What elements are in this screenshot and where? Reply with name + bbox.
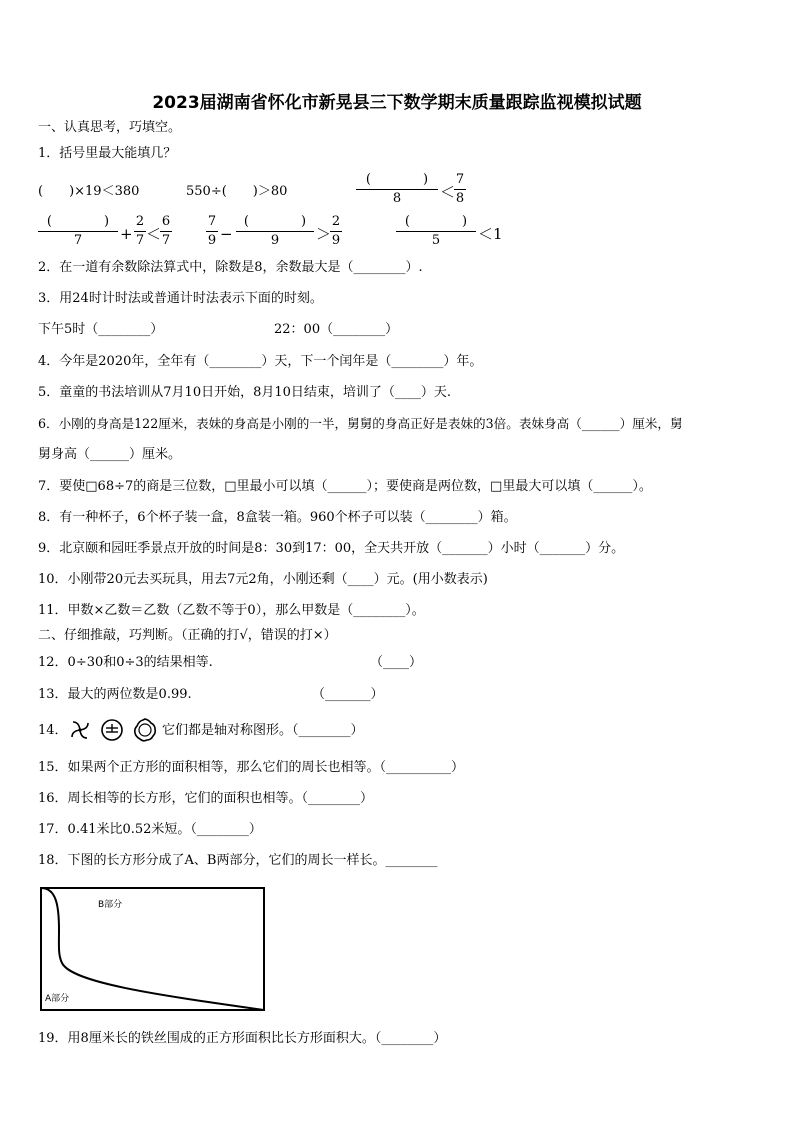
frac-denominator: 9 (270, 233, 280, 248)
q1-frac-2-right (160, 214, 172, 249)
question-13: 13．最大的两位数是0.99. (38, 687, 192, 702)
question-11: 11．甲数×乙数＝乙数（乙数不等于0），那么甲数是（________）。 (38, 603, 425, 618)
q1-frac-2-left (38, 214, 118, 249)
q1-frac-3-right (330, 214, 342, 249)
q1-frac-2-mid (134, 214, 146, 249)
q1-frac-1-right (454, 172, 466, 207)
question-9: 9．北京颐和园旺季景点开放的时间是8：30到17：00，全天共开放（_______）小时（_______）分。 (38, 541, 625, 556)
rectangle-divided-figure (38, 885, 268, 1019)
question-4: 4．今年是2020年，全年有（________）天，下一个闰年是（________）年。 (38, 354, 483, 369)
q1-frac-1-left (356, 172, 438, 207)
question-3-a: 下午5时（________） (38, 322, 164, 337)
frac-denominator: 9 (331, 233, 341, 248)
frac-numerator: ( ) (46, 214, 110, 229)
figure-label-b: B部分 (98, 900, 123, 910)
question-2: 2．在一道有余数除法算式中，除数是8，余数最大是（________）. (38, 260, 423, 275)
frac-denominator: 7 (73, 233, 83, 248)
frac-denominator: 9 (207, 233, 217, 248)
question-14: 它们都是轴对称图形。（________） (162, 723, 364, 738)
question-16: 16．周长相等的长方形，它们的面积也相等。（________） (38, 791, 374, 806)
q1-frac-1-op: ＜ (440, 183, 456, 201)
question-18: 18．下图的长方形分成了A、B两部分，它们的周长一样长。________ (38, 853, 438, 868)
question-19: 19．用8厘米长的铁丝围成的正方形面积比长方形面积大。（________） (38, 1031, 447, 1046)
frac-bar (396, 231, 476, 232)
q1-frac-3-left (206, 214, 218, 249)
question-15: 15．如果两个正方形的面积相等，那么它们的周长也相等。（__________） (38, 760, 465, 775)
section-2-heading: 二、仔细推敲，巧判断。（正确的打√，错误的打×） (38, 628, 337, 643)
flower-icon (132, 717, 158, 747)
frac-numerator: 6 (161, 214, 171, 229)
frac-bar (206, 231, 218, 232)
question-12-blank: （____） (370, 655, 423, 670)
page-title: 2023届湖南省怀化市新晃县三下数学期末质量跟踪监视模拟试题 (152, 93, 642, 113)
question-12: 12．0÷30和0÷3的结果相等. (38, 655, 213, 670)
frac-numerator: 2 (331, 214, 341, 229)
question-10: 10．小刚带20元去买玩具，用去7元2角，小刚还剩（____）元。(用小数表示) (38, 572, 488, 587)
figure-label-a: A部分 (45, 994, 70, 1004)
q1-frac-2-op2: ＜ (146, 225, 162, 243)
q1-frac-3-mid (236, 214, 314, 249)
q1-frac-2-op1: + (120, 225, 133, 243)
question-1: 1．括号里最大能填几？ (38, 146, 177, 161)
question-6-line-1: 6．小刚的身高是122厘米，表妹的身高是小刚的一半，舅舅的身高正好是表妹的3倍。表妹身高（______）厘米，舅 (38, 416, 683, 431)
q1-expr-2: 550÷( )＞80 (186, 184, 288, 199)
question-3: 3．用24时计时法或普通计时法表示下面的时刻。 (38, 291, 323, 306)
frac-numerator: ( ) (404, 214, 468, 229)
question-8: 8．有一种杯子，6个杯子装一盒，8盒装一箱。960个杯子可以装（________）箱。 (38, 510, 517, 525)
q1-frac-4-op: ＜1 (478, 225, 503, 243)
frac-numerator: ( ) (365, 172, 429, 187)
question-7: 7．要使□68÷7的商是三位数，□里最小可以填（______）；要使商是两位数，□里最大可以填（______）。 (38, 479, 652, 494)
frac-bar (454, 189, 466, 190)
frac-denominator: 7 (161, 233, 171, 248)
frac-numerator: ( ) (243, 214, 307, 229)
circle-symbol-icon (100, 718, 124, 746)
frac-numerator: 7 (207, 214, 217, 229)
q1-expr-1: ( )×19＜380 (38, 184, 140, 199)
frac-denominator: 5 (431, 233, 441, 248)
q1-frac-3-op1: − (220, 225, 233, 243)
question-6-line-2: 舅身高（______）厘米。 (38, 447, 182, 462)
frac-denominator: 8 (392, 191, 402, 206)
question-3-b: 22：00（________） (274, 322, 399, 337)
q1-frac-3-op2: ＞ (316, 225, 332, 243)
frac-bar (134, 231, 146, 232)
frac-numerator: 7 (455, 172, 465, 187)
question-14-number: 14． (38, 723, 68, 738)
frac-bar (236, 231, 314, 232)
frac-denominator: 7 (135, 233, 145, 248)
question-17: 17．0.41米比0.52米短。（________） (38, 822, 262, 837)
frac-denominator: 8 (455, 191, 465, 206)
q1-frac-4 (396, 214, 476, 249)
frac-bar (330, 231, 342, 232)
section-1-heading: 一、认真思考，巧填空。 (38, 120, 182, 135)
frac-bar (38, 231, 118, 232)
frac-numerator: 2 (135, 214, 145, 229)
question-5: 5．童童的书法培训从7月10日开始，8月10日结束，培训了（____）天. (38, 385, 452, 400)
frac-bar (160, 231, 172, 232)
frac-bar (356, 189, 438, 190)
pinwheel-icon (68, 718, 92, 746)
question-13-blank: （_______） (312, 687, 384, 702)
